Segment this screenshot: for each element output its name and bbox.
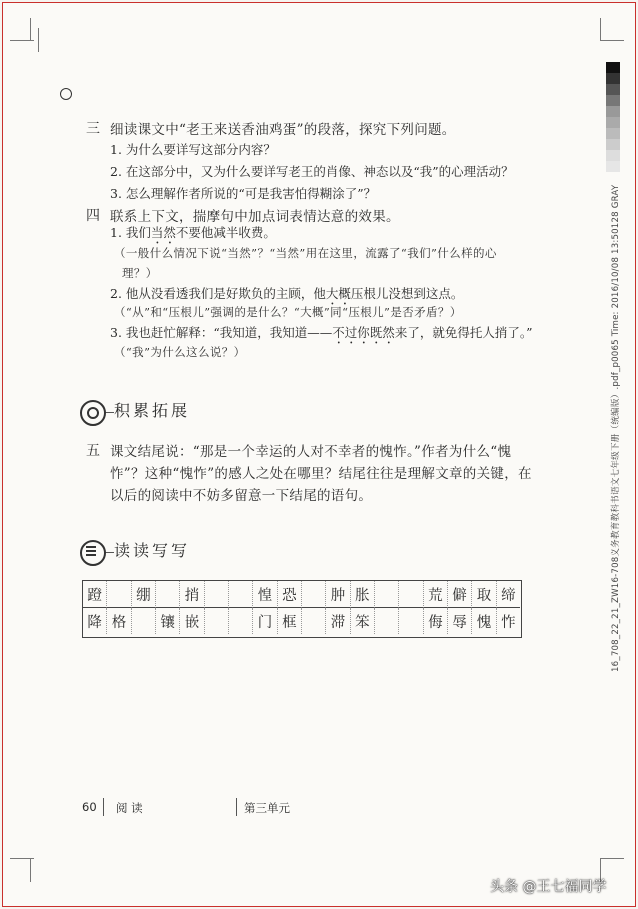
section-3-number: 三 <box>86 121 100 137</box>
section-4-hint-3: （“我”为什么这么说？） <box>114 345 246 359</box>
grid-cell: 愧 <box>472 608 496 634</box>
item-1-post: 不要他减半收费。 <box>175 225 276 240</box>
grid-cell: 门 <box>253 608 277 634</box>
grid-cell <box>156 581 180 608</box>
page-number: 60 <box>82 800 97 814</box>
readwrite-list-icon <box>80 540 106 566</box>
item-2-dotted: 大概 <box>325 286 351 301</box>
section-4-title: 联系上下文，揣摩句中加点词表情达意的效果。 <box>110 209 400 225</box>
grid-cell: 框 <box>278 608 302 634</box>
grid-cell <box>302 581 326 608</box>
grid-cell: 胀 <box>351 581 375 608</box>
grid-cell: 僻 <box>448 581 472 608</box>
item-1-pre: 1. 我们 <box>110 225 151 240</box>
item-2-pre: 2. 他从没看透我们是好欺负的主顾，他 <box>110 286 326 301</box>
grid-cell: 滞 <box>326 608 350 634</box>
footer-divider <box>236 798 237 816</box>
grid-cell: 怍 <box>501 614 516 631</box>
grid-cell: 恐 <box>278 581 302 608</box>
grid-cell <box>205 581 229 608</box>
item-2-post: 压根儿没想到这点。 <box>350 286 464 301</box>
section-4-hint-1b: 理？） <box>122 266 158 280</box>
grid-cell: 捎 <box>180 581 204 608</box>
footer-divider <box>103 798 104 816</box>
grid-cell: 绷 <box>132 581 156 608</box>
item-3-dotted: 不过你既然 <box>332 325 395 340</box>
accumulate-title: 积累拓展 <box>114 398 194 421</box>
grid-cell: 侮 <box>424 608 448 634</box>
crop-mark <box>600 18 601 40</box>
registration-target-icon <box>60 88 72 100</box>
section-4-hint-1a: （一般什么情况下说“当然”？“当然”用在这里，流露了“我们”什么样的心 <box>114 246 497 260</box>
grid-cell <box>302 608 326 634</box>
section-4-hint-2: （“从”和“压根儿”强调的是什么？“大概”同“压根儿”是否矛盾？） <box>114 305 462 319</box>
grid-cell: 降 <box>83 608 107 634</box>
watermark: 头条 @王七福同学 <box>490 879 607 895</box>
crop-mark <box>600 40 624 41</box>
section-3-item-3: 3. 怎么理解作者所说的“可是我害怕得糊涂了”？ <box>110 186 377 201</box>
section-5-number: 五 <box>86 443 100 459</box>
section-3-item-2: 2. 在这部分中，又为什么要详写老王的肖像、神态以及“我”的心理活动？ <box>110 164 514 179</box>
section-3-item-1: 1. 为什么要详写这部分内容？ <box>110 142 276 157</box>
section-5-line-2: 怍”？这种“愧怍”的感人之处在哪里？结尾往往是理解文章的关键，在 <box>110 466 532 482</box>
item-3-pre: 3. 我也赶忙解释：“我知道，我知道—— <box>110 325 333 340</box>
section-3-title: 细读课文中“老王来送香油鸡蛋”的段落，探究下列问题。 <box>110 122 456 138</box>
grid-cell: 荒 <box>424 581 448 608</box>
side-print-info: 16_708_22_21_ZW16-708义务教育教科书语文七年级下册（统编版）.pdf_p0065 Time: 2016/10/08 13:50128 GRAY <box>611 184 621 672</box>
grid-cell <box>399 581 423 608</box>
grid-cell: 笨 <box>351 608 375 634</box>
grid-cell: 蹬 <box>83 581 107 608</box>
grid-cell: 嵌 <box>180 608 204 634</box>
grid-cell <box>229 608 253 634</box>
item-1-dotted: 当然 <box>150 225 176 240</box>
readwrite-title: 读读写写 <box>114 538 194 561</box>
word-grid <box>82 580 522 638</box>
crop-mark <box>38 28 39 52</box>
accumulate-target-icon <box>80 400 106 426</box>
section-5-line-3: 以后的阅读中不妨多留意一下结尾的语句。 <box>110 488 373 504</box>
grid-cell: 缔 <box>497 581 520 608</box>
grid-cell: 镶 <box>156 608 180 634</box>
grid-cell <box>107 581 131 608</box>
grid-cell <box>229 581 253 608</box>
section-4-number: 四 <box>86 208 100 224</box>
grid-cell: 肿 <box>326 581 350 608</box>
grid-cell: 惶 <box>253 581 277 608</box>
grid-cell <box>205 608 229 634</box>
grid-cell <box>399 608 423 634</box>
section-5-line-1: 课文结尾说：“那是一个幸运的人对不幸者的愧怍。”作者为什么“愧 <box>110 444 512 460</box>
section-4-item-1 <box>110 223 276 247</box>
crop-mark <box>30 18 31 40</box>
grid-cell <box>132 608 156 634</box>
crop-mark <box>600 858 624 859</box>
footer-left-label: 阅 读 <box>116 801 143 815</box>
crop-mark <box>10 40 34 41</box>
grid-cell <box>375 581 399 608</box>
grid-cell: 取 <box>472 581 496 608</box>
footer-right-label: 第三单元 <box>244 801 290 815</box>
crop-mark <box>30 858 31 882</box>
grid-cell: 辱 <box>448 608 472 634</box>
grid-cell <box>375 608 399 634</box>
grid-cell: 格 <box>107 608 131 634</box>
grayscale-strip <box>606 62 620 172</box>
item-3-post: 来了，就免得托人捎了。” <box>394 325 533 340</box>
